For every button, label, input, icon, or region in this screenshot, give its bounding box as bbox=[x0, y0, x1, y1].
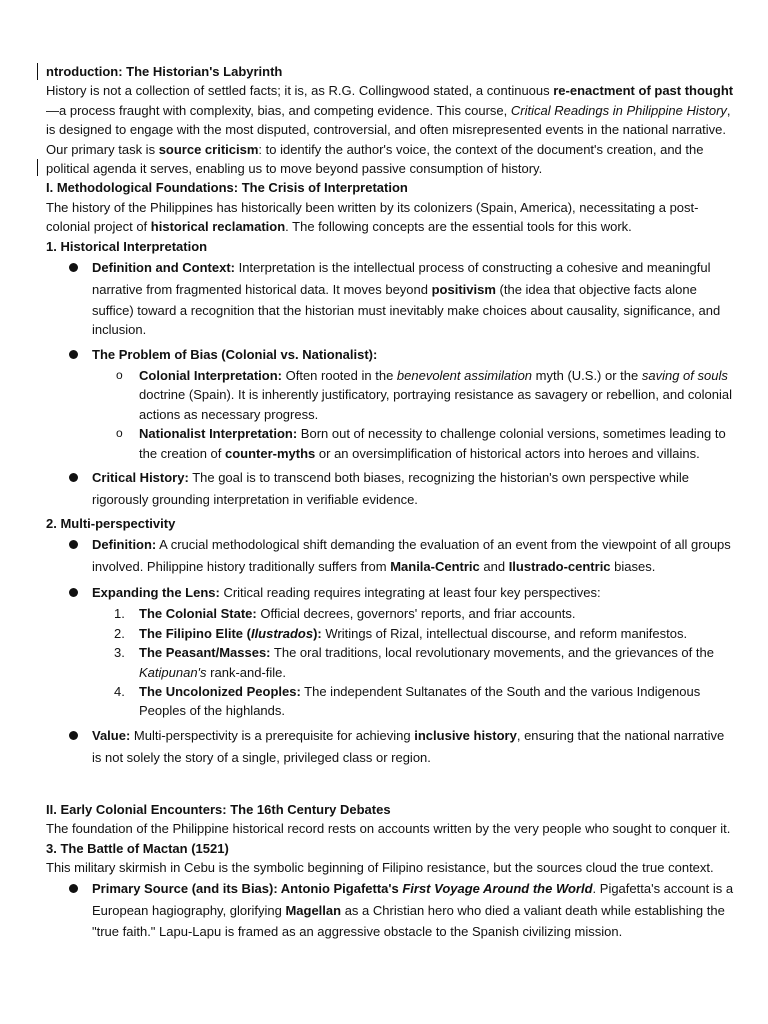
bullet-item bbox=[46, 877, 734, 941]
numbered-item bbox=[46, 643, 726, 682]
bullet-dot-icon bbox=[69, 540, 78, 549]
text-line: This military skirmish in Cebu is the symbolic beginning of Filipino resistance, but the sources cloud the true context. bbox=[46, 859, 714, 875]
bullet-dot-icon bbox=[69, 263, 78, 272]
bullet-item bbox=[46, 581, 726, 720]
subsection-3-paragraph bbox=[46, 858, 726, 877]
bullet-dot-icon bbox=[69, 731, 78, 740]
circle-marker-icon: o bbox=[116, 426, 123, 441]
bullet-text-line: involved. Philippine history traditionally suffers from Manila-Centric and Ilustrado-centric biases. bbox=[92, 559, 656, 575]
bullet-item bbox=[46, 724, 726, 769]
item-number: 1. bbox=[114, 606, 125, 622]
text-line: colonial project of historical reclamation. The following concepts are the essential tools for this work. bbox=[46, 219, 632, 235]
text-line: Our primary task is source criticism: to identify the author's voice, the context of the document's creation, and the bbox=[46, 141, 704, 157]
bullet-text-line: narrative from fragmented historical data. It moves beyond positivism (the idea that objective facts alone bbox=[92, 282, 697, 298]
bullet-text-line: The Problem of Bias (Colonial vs. Nationalist): bbox=[92, 346, 378, 362]
numbered-item bbox=[46, 624, 726, 643]
sub-bullet-item bbox=[46, 424, 726, 463]
bullet-dot-icon bbox=[69, 588, 78, 597]
bullet-text-line: suffice) toward a recognition that the historian must inevitably make choices about causality, significance, and bbox=[92, 303, 721, 319]
bullet-text-line: Definition and Context: Interpretation is the intellectual process of constructing a cohesive and meaningful bbox=[92, 260, 711, 276]
section-2-paragraph bbox=[46, 819, 731, 838]
subsection-3-heading: 3. The Battle of Mactan (1521) bbox=[46, 840, 229, 856]
subsection-2-heading: 2. Multi-perspectivity bbox=[46, 515, 176, 531]
circle-marker-icon: o bbox=[116, 367, 123, 382]
bullet-text-line: Definition: A crucial methodological shift demanding the evaluation of an event from the viewpoint of all groups bbox=[92, 537, 731, 553]
numbered-text-line: The Peasant/Masses: The oral traditions, local revolutionary movements, and the grievances of the bbox=[139, 645, 714, 661]
item-number: 4. bbox=[114, 683, 125, 699]
bullet-text-line: "true faith." Lapu-Lapu is framed as an aggressive obstacle to the Spanish civilizing mission. bbox=[92, 924, 623, 940]
numbered-text-line: Peoples of the highlands. bbox=[139, 703, 285, 719]
section-2-heading: II. Early Colonial Encounters: The 16th Century Debates bbox=[46, 801, 391, 817]
sub-bullet-item bbox=[46, 366, 732, 424]
sub-bullet-text-line: actions as necessary progress. bbox=[139, 406, 319, 422]
bullet-text-line: rigorously grounding interpretation in verifiable evidence. bbox=[92, 491, 418, 507]
bullet-dot-icon bbox=[69, 473, 78, 482]
item-number: 3. bbox=[114, 645, 125, 661]
text-line: —a process fraught with complexity, bias, and competing evidence. This course, Critical Readings in Philippine History, bbox=[46, 102, 731, 118]
bullet-text-line: Primary Source (and its Bias): Antonio Pigafetta's First Voyage Around the World. Pigafetta's account is a bbox=[92, 881, 734, 897]
numbered-text-line: Katipunan's rank-and-file. bbox=[139, 664, 287, 680]
bullet-item bbox=[46, 466, 726, 511]
bullet-dot-icon bbox=[69, 884, 78, 893]
sub-bullet-text-line: Colonial Interpretation: Often rooted in the benevolent assimilation myth (U.S.) or the saving of souls bbox=[139, 367, 728, 383]
sub-bullet-text-line: the creation of counter-myths or an oversimplification of historical actors into heroes and villains. bbox=[139, 445, 700, 461]
subsection-1-heading: 1. Historical Interpretation bbox=[46, 238, 208, 254]
sub-bullet-text-line: doctrine (Spain). It is inherently justificatory, portraying resistance as savagery or rebellion, and colonial bbox=[139, 387, 732, 403]
text-line: is designed to engage with the most disputed, controversial, and often misrepresented events in the national narrative. bbox=[46, 122, 727, 138]
text-line: political agenda it serves, enabling us to move beyond passive consumption of history. bbox=[46, 161, 543, 177]
sub-bullet-text-line: Nationalist Interpretation: Born out of necessity to challenge colonial versions, sometimes leading to bbox=[139, 426, 726, 442]
bullet-text-line: Expanding the Lens: Critical reading requires integrating at least four key perspectives: bbox=[92, 585, 601, 601]
section-1-paragraph bbox=[46, 198, 726, 237]
text-line: The history of the Philippines has historically been written by its colonizers (Spain, America), necessitating a post- bbox=[46, 199, 699, 215]
text-line: History is not a collection of settled facts; it is, as R.G. Collingwood stated, a continuous re-enactment of past thought bbox=[46, 83, 734, 99]
bullet-text-line: inclusion. bbox=[92, 322, 147, 338]
bullet-item bbox=[46, 256, 726, 340]
text-line: The foundation of the Philippine historical record rests on accounts written by the very people who sought to conquer it. bbox=[46, 821, 731, 837]
numbered-text-line: The Colonial State: Official decrees, governors' reports, and friar accounts. bbox=[139, 606, 576, 622]
bullet-text-line: Value: Multi-perspectivity is a prerequisite for achieving inclusive history, ensuring that the national narrative bbox=[92, 727, 725, 743]
bullet-text-line: Critical History: The goal is to transcend both biases, recognizing the historian's own perspective while bbox=[92, 469, 689, 485]
item-number: 2. bbox=[114, 625, 125, 641]
document-page bbox=[46, 62, 734, 942]
numbered-text-line: The Uncolonized Peoples: The independent Sultanates of the South and the various Indigenous bbox=[139, 683, 701, 699]
bullet-item bbox=[46, 533, 731, 578]
numbered-text-line: The Filipino Elite (Ilustrados): Writings of Rizal, intellectual discourse, and reform manifestos. bbox=[139, 625, 688, 641]
bullet-text-line: is not solely the story of a single, privileged class or region. bbox=[92, 749, 431, 765]
intro-heading: ntroduction: The Historian's Labyrinth bbox=[46, 64, 283, 79]
intro-paragraph bbox=[46, 81, 734, 178]
bullet-text-line: European hagiography, glorifying Magellan as a Christian hero who died a valiant death while establishing the bbox=[92, 903, 725, 919]
numbered-item bbox=[46, 604, 726, 623]
bullet-dot-icon bbox=[69, 350, 78, 359]
section-1-heading: I. Methodological Foundations: The Crisis of Interpretation bbox=[46, 180, 408, 196]
section-gap bbox=[46, 772, 726, 800]
bullet-item bbox=[46, 343, 732, 463]
text-cursor-top bbox=[37, 63, 38, 80]
numbered-item bbox=[46, 682, 726, 721]
text-cursor-left bbox=[37, 159, 38, 176]
